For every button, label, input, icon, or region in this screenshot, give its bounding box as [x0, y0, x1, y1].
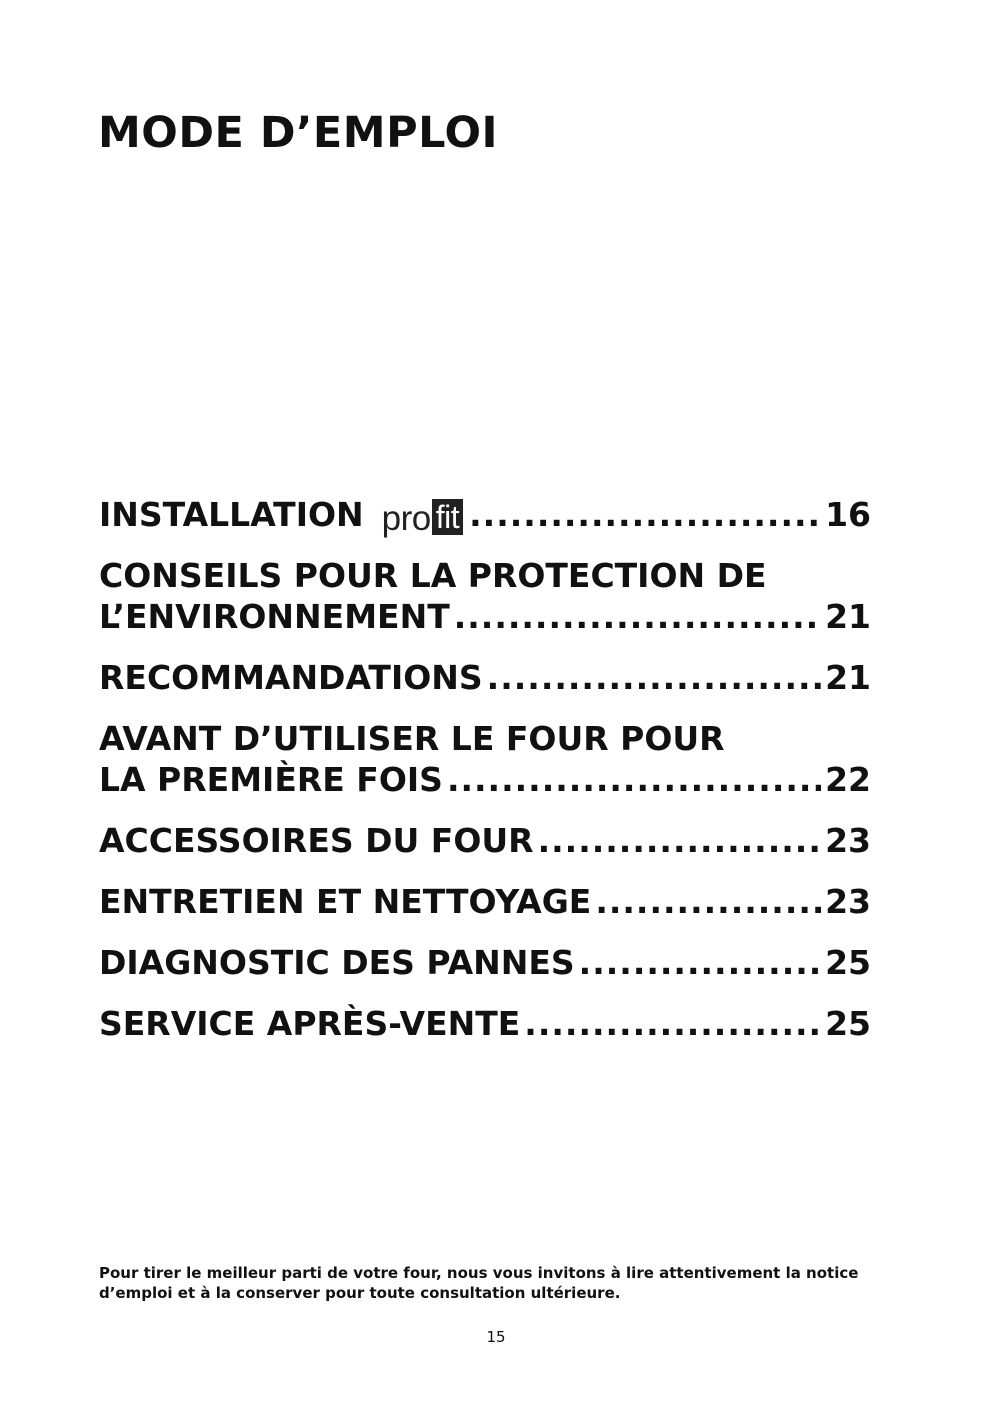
toc-page-number: 25: [825, 943, 871, 982]
toc-line: [99, 1003, 871, 1044]
toc-line: [99, 820, 871, 861]
toc-page-number: 23: [825, 821, 871, 860]
toc-item-label: ACCESSOIRES DU FOUR: [99, 821, 534, 860]
toc-dot-leader: [454, 596, 821, 637]
toc-item-label: AVANT D’UTILISER LE FOUR POUR: [99, 719, 725, 758]
page-number: 15: [486, 1328, 506, 1346]
toc-dot-leader: [538, 820, 821, 861]
toc-item-installation[interactable]: [99, 490, 871, 538]
toc-item-label-continued: L’ENVIRONNEMENT: [99, 597, 450, 636]
logo-text-pro: pro: [381, 499, 431, 538]
toc-item-label: INSTALLATION: [99, 495, 364, 534]
toc-item-entretien[interactable]: [99, 881, 871, 922]
toc-item-avant-utiliser[interactable]: [99, 718, 871, 800]
toc-line: [99, 490, 871, 538]
toc-item-label: ENTRETIEN ET NETTOYAGE: [99, 882, 592, 921]
toc-item-label: CONSEILS POUR LA PROTECTION DE: [99, 556, 767, 595]
toc-item-label: RECOMMANDATIONS: [99, 658, 483, 697]
toc-dot-leader: [469, 494, 821, 535]
toc-page-number: 22: [825, 760, 871, 799]
toc-item-diagnostic[interactable]: [99, 942, 871, 983]
toc-line: [99, 718, 871, 759]
toc-item-label-continued: LA PREMIÈRE FOIS: [99, 760, 443, 799]
toc-item-service[interactable]: [99, 1003, 871, 1044]
toc-line: [99, 942, 871, 983]
toc-page-number: 21: [825, 658, 871, 697]
toc-item-environnement[interactable]: [99, 555, 871, 637]
toc-item-accessoires[interactable]: [99, 820, 871, 861]
toc-dot-leader: [447, 759, 821, 800]
toc-item-label: SERVICE APRÈS-VENTE: [99, 1004, 521, 1043]
toc-dot-leader: [595, 881, 821, 922]
toc-dot-leader: [524, 1003, 821, 1044]
toc-line: [99, 881, 871, 922]
footer-note: Pour tirer le meilleur parti de votre four, nous vous invitons à lire attentivement la notice d’emploi et à la conserver pour toute consultation ultérieure.: [99, 1264, 859, 1302]
toc-line: [99, 657, 871, 698]
toc-page-number: 21: [825, 597, 871, 636]
toc-line: [99, 596, 871, 637]
toc-page-number: 16: [825, 495, 871, 534]
logo-text-fit: fit: [432, 499, 463, 535]
toc-item-label: DIAGNOSTIC DES PANNES: [99, 943, 575, 982]
table-of-contents: [99, 490, 871, 1064]
toc-dot-leader: [579, 942, 821, 983]
toc-dot-leader: [487, 657, 821, 698]
toc-item-recommandations[interactable]: [99, 657, 871, 698]
toc-line: [99, 555, 871, 596]
page-title: MODE D’EMPLOI: [98, 108, 499, 158]
profit-logo: [381, 494, 463, 538]
toc-page-number: 23: [825, 882, 871, 921]
toc-line: [99, 759, 871, 800]
toc-page-number: 25: [825, 1004, 871, 1043]
